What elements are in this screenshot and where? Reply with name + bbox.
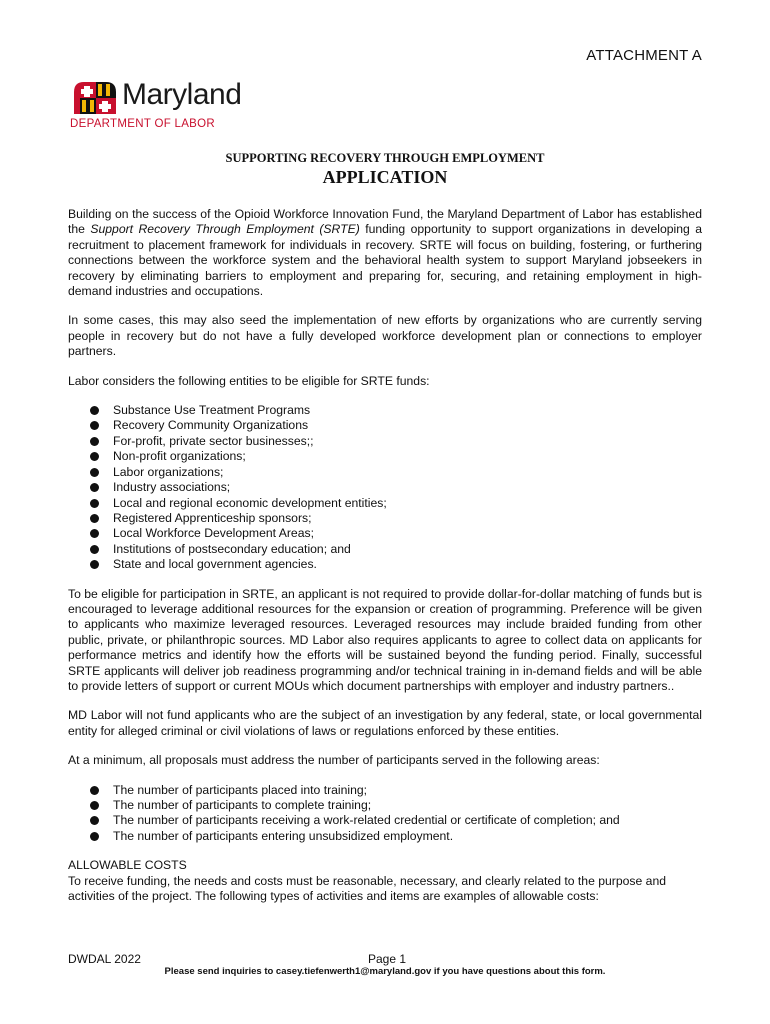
- eligibility-paragraph: To be eligible for participation in SRTE, an applicant is not required to provide dollar-for-dollar matching of funds but is encouraged to leverage additional resources for the expansion or creation of programming. Preference will be given to applicants who maximize leveraged resources. Leveraged resources may include braided funding from other public, private, or philanthropic sources. MD Labor also requires applicants to agree to collect data on applicants for performance metrics and identify how the efforts will be sustained beyond the funding period. Finally, successful SRTE applicants will deliver job readiness programming and/or technical training in in-demand fields and will be able to provide letters of support or current MOUs which document partnerships with employer and industry partners..: [68, 586, 702, 693]
- footer-code: DWDAL 2022: [68, 952, 141, 966]
- intro-text-b: funding opportunity to support organizations in developing a recruitment to placement framework for individuals in recovery. SRTE will focus on building, fostering, or furthering connections between the workforce system and the behavioral health system to support Maryland jobseekers in recovery by eliminating barriers to employment and preparing for, securing, and retaining employment in high-demand industries and occupations.: [68, 222, 703, 299]
- logo-department: DEPARTMENT OF LABOR: [70, 118, 216, 130]
- eligible-entity-text: Local Workforce Development Areas;: [113, 526, 314, 541]
- bullet-icon: [90, 483, 99, 492]
- minimum-paragraph: At a minimum, all proposals must address the number of participants served in the following areas:: [68, 753, 600, 768]
- bullet-icon: [90, 545, 99, 554]
- bullet-icon: [90, 437, 99, 446]
- eligible-entity-text: Local and regional economic development entities;: [113, 495, 387, 510]
- bullet-icon: [90, 801, 99, 810]
- eligible-entity-item: [90, 496, 702, 511]
- eligible-entity-item: [90, 434, 702, 449]
- participant-area-item: [90, 829, 702, 844]
- attachment-label: ATTACHMENT A: [586, 47, 702, 64]
- eligible-entity-text: State and local government agencies.: [113, 557, 317, 572]
- eligible-entity-text: Non-profit organizations;: [113, 449, 246, 464]
- eligible-entity-text: Industry associations;: [113, 480, 231, 495]
- eligible-entity-item: [90, 403, 702, 418]
- eligible-entity-text: Registered Apprenticeship sponsors;: [113, 510, 312, 525]
- eligible-entity-item: [90, 557, 702, 572]
- allowable-costs-text: To receive funding, the needs and costs must be reasonable, necessary, and clearly related to the purpose and activities of the project. The following types of activities and items are examples of allowable costs:: [68, 873, 667, 904]
- eligible-entity-text: For-profit, private sector businesses;;: [113, 433, 314, 448]
- bullet-icon: [90, 816, 99, 825]
- eligible-entity-item: [90, 465, 702, 480]
- participant-area-item: [90, 783, 702, 798]
- eligible-entity-item: [90, 449, 702, 464]
- bullet-icon: [90, 468, 99, 477]
- bullet-icon: [90, 786, 99, 795]
- footer-inquiry-note: Please send inquiries to casey.tiefenwerth1@maryland.gov if you have questions about this form.: [164, 966, 606, 977]
- bullet-icon: [90, 560, 99, 569]
- maryland-labor-logo: [70, 76, 280, 134]
- investigation-paragraph: MD Labor will not fund applicants who are the subject of an investigation by any federal, state, or local governmental entity for alleged criminal or civil violations of laws or regulations enforced by these entities.: [68, 708, 702, 738]
- eligible-entity-text: Substance Use Treatment Programs: [113, 403, 311, 418]
- intro-program-name: Support Recovery Through Employment (SRTE): [90, 222, 360, 237]
- participant-area-text: The number of participants receiving a work-related credential or certificate of completion; and: [113, 813, 620, 828]
- bullet-icon: [90, 832, 99, 841]
- eligible-entity-item: [90, 480, 702, 495]
- eligible-entity-item: [90, 526, 702, 541]
- footer-page-number: Page 1: [368, 952, 407, 966]
- maryland-flag-icon: [70, 78, 120, 118]
- bullet-icon: [90, 499, 99, 508]
- bullet-icon: [90, 406, 99, 415]
- application-title: APPLICATION: [322, 167, 448, 187]
- eligible-entity-text: Institutions of postsecondary education; and: [113, 541, 351, 556]
- document-body: [68, 207, 702, 918]
- eligible-lead: Labor considers the following entities to be eligible for SRTE funds:: [68, 373, 430, 388]
- participant-area-item: [90, 798, 702, 813]
- eligible-entity-item: [90, 542, 702, 557]
- participant-area-item: [90, 813, 702, 828]
- participant-area-text: The number of participants placed into training;: [113, 782, 368, 797]
- participant-area-text: The number of participants to complete training;: [113, 798, 372, 812]
- bullet-icon: [90, 452, 99, 461]
- program-title: SUPPORTING RECOVERY THROUGH EMPLOYMENT: [225, 151, 545, 165]
- eligible-entity-text: Labor organizations;: [113, 464, 224, 479]
- bullet-icon: [90, 514, 99, 523]
- participant-areas-list: [68, 783, 702, 845]
- seed-paragraph: In some cases, this may also seed the implementation of new efforts by organizations who are currently serving people in recovery but do not have a fully developed workforce development plan or connections to employer partners.: [68, 313, 702, 359]
- allowable-costs-heading: ALLOWABLE COSTS: [68, 858, 187, 873]
- intro-paragraph: [68, 207, 702, 299]
- bullet-icon: [90, 529, 99, 538]
- eligible-entity-item: [90, 418, 702, 433]
- bullet-icon: [90, 421, 99, 430]
- eligible-entity-text: Recovery Community Organizations: [113, 418, 309, 433]
- logo-wordmark: Maryland: [122, 78, 242, 111]
- eligible-entity-item: [90, 511, 702, 526]
- eligible-entities-list: [68, 403, 702, 572]
- participant-area-text: The number of participants entering unsubsidized employment.: [113, 828, 454, 843]
- intro-text-a: Building on the success of the Opioid Workforce Innovation Fund, the Maryland Department of Labor has established the: [68, 207, 702, 237]
